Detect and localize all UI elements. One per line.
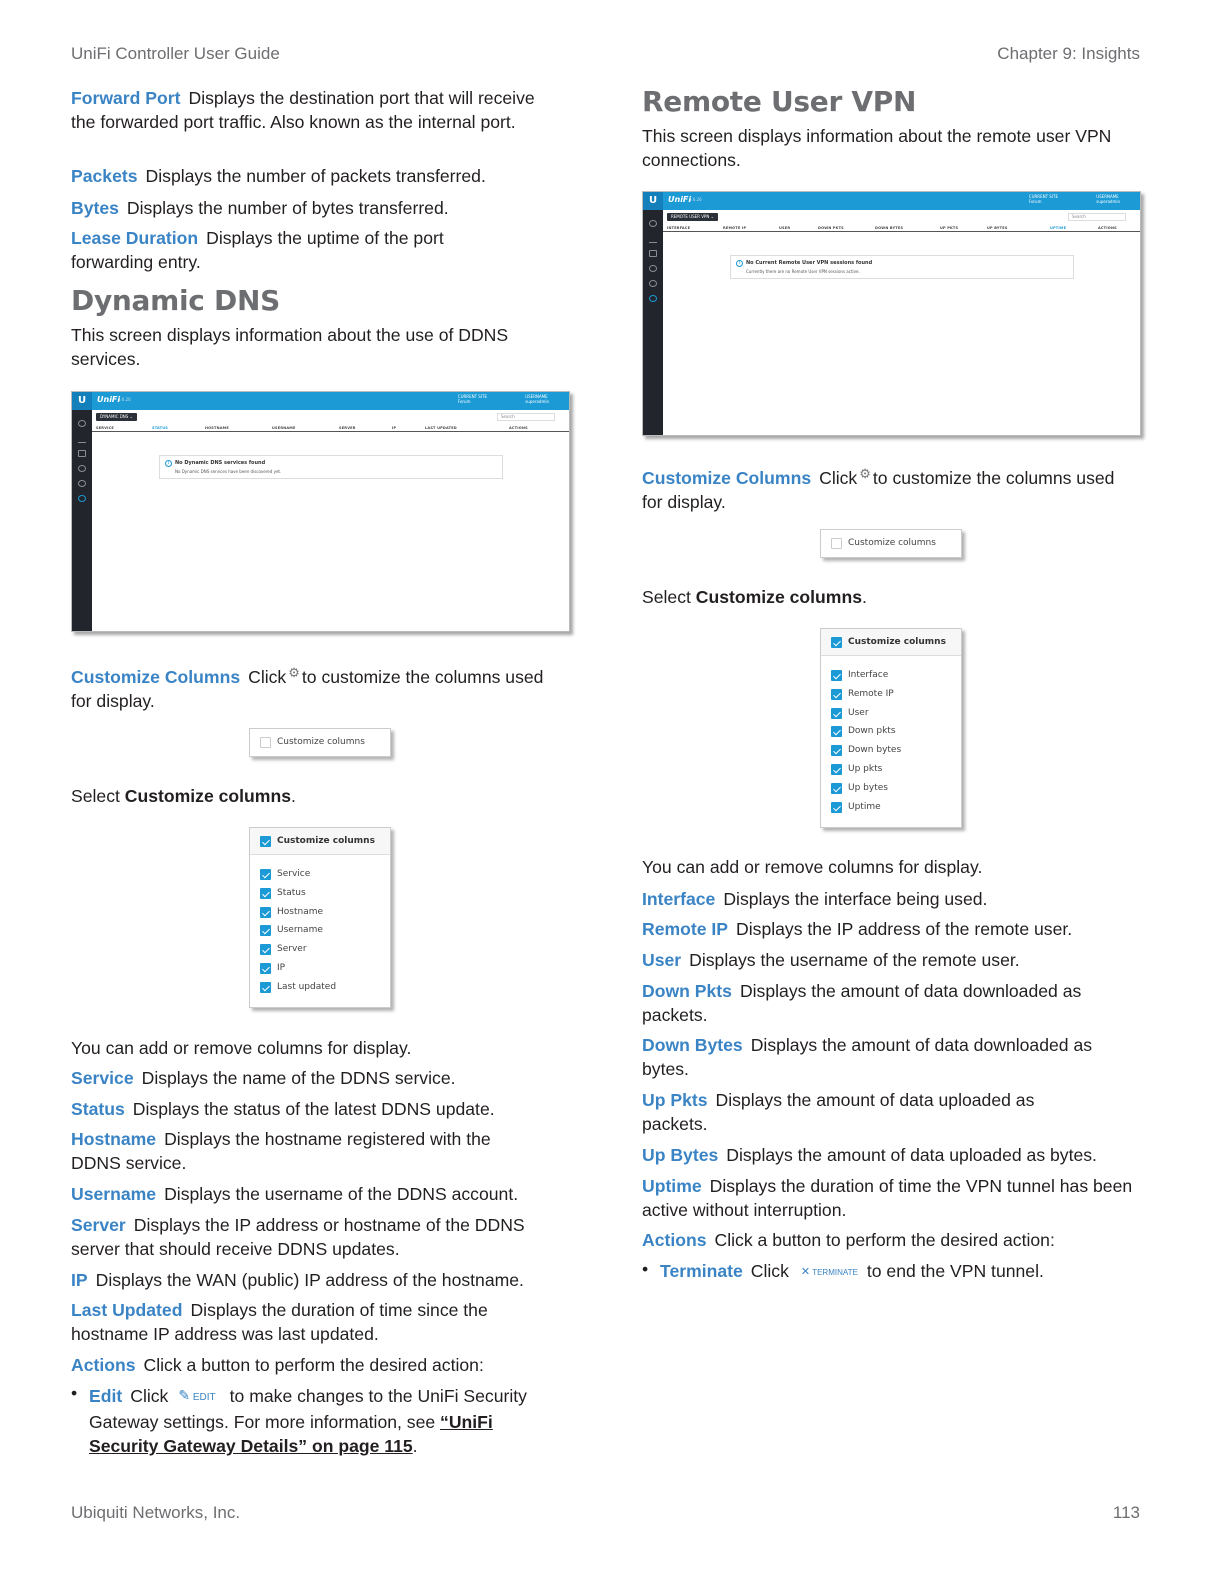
- column-option[interactable]: Hostname: [277, 906, 324, 917]
- statistics-icon[interactable]: [78, 436, 86, 443]
- unifi-brand: UniFi: [668, 195, 692, 204]
- text: Select: [642, 587, 691, 607]
- section-intro: This screen displays information about the remote user VPN connections.: [642, 126, 1112, 170]
- version: 5.6.26: [689, 197, 702, 202]
- column-header[interactable]: SERVER: [339, 426, 356, 430]
- column-option[interactable]: Uptime: [848, 801, 881, 812]
- definition-text: Displays the name of the DDNS service.: [141, 1068, 456, 1088]
- definition-term: Username: [71, 1184, 157, 1204]
- text-bold: Customize columns: [695, 587, 862, 607]
- text: Select: [71, 786, 120, 806]
- clients-icon[interactable]: [649, 280, 657, 287]
- column-header[interactable]: UP BYTES: [987, 226, 1008, 230]
- username[interactable]: [1096, 194, 1120, 204]
- page-number: 113: [1112, 1503, 1140, 1522]
- customize-columns-button[interactable]: [820, 529, 962, 558]
- checkbox-checked[interactable]: [260, 888, 271, 899]
- definition-term: Uptime: [642, 1176, 702, 1196]
- bullet: •: [71, 1383, 78, 1403]
- customize-columns-checklist: [820, 628, 962, 828]
- column-header[interactable]: LAST UPDATED: [425, 426, 457, 430]
- definition-text: Displays the username of the DDNS account.: [164, 1184, 519, 1204]
- definition-text: Displays the amount of data uploaded as packets.: [642, 1090, 1035, 1134]
- search-input[interactable]: Search: [1068, 213, 1126, 221]
- definition-term: Bytes: [71, 198, 119, 218]
- definition-text: Displays the destination port that will receive the forwarded port traffic. Also known as the internal port.: [71, 88, 535, 132]
- definition-text: Displays the hostname registered with the DDNS service.: [71, 1129, 491, 1173]
- version: 5.6.26: [118, 397, 131, 402]
- checkbox-checked[interactable]: [831, 708, 842, 719]
- checkbox-checked[interactable]: [831, 764, 842, 775]
- definition-term: Lease Duration: [71, 228, 199, 248]
- definition-term: Remote IP: [642, 919, 729, 939]
- bullet: •: [642, 1259, 649, 1279]
- current-site[interactable]: [458, 394, 487, 404]
- checkbox-unchecked[interactable]: [831, 538, 842, 549]
- customize-columns-definition: [642, 462, 1132, 514]
- customize-columns-definition: [71, 661, 561, 713]
- unifi-brand: UniFi: [97, 395, 121, 404]
- definition: [642, 1174, 1142, 1222]
- column-option[interactable]: Last updated: [277, 981, 337, 992]
- map-icon[interactable]: [78, 450, 86, 457]
- top-bar: [643, 192, 1140, 210]
- column-header[interactable]: INTERFACE: [667, 226, 691, 230]
- empty-text: No Dynamic DNS services have been discovered yet.: [175, 469, 282, 474]
- definition-text: Displays the duration of time the VPN tunnel has been active without interruption.: [642, 1176, 1133, 1220]
- checkbox-checked[interactable]: [831, 637, 842, 648]
- add-remove-text: You can add or remove columns for display.: [71, 1038, 412, 1058]
- definition: [642, 1033, 1142, 1081]
- checkbox-unchecked[interactable]: [260, 737, 271, 748]
- edit-bullet: [89, 1383, 559, 1458]
- cross-reference-link[interactable]: “UniFi Security Gateway Details” on page 115: [89, 1412, 493, 1456]
- column-option[interactable]: Service: [277, 869, 311, 879]
- ubiquiti-logo: U: [643, 192, 663, 210]
- definition-text: Click a button to perform the desired action:: [714, 1230, 1055, 1250]
- column-header[interactable]: UP PKTS: [940, 226, 959, 230]
- definition-text: Click: [248, 667, 287, 687]
- remote-user-vpn-screenshot: [642, 191, 1141, 436]
- definition: [642, 887, 1137, 911]
- definition: [71, 226, 511, 274]
- definition-term: Customize Columns: [71, 667, 241, 687]
- checkbox-checked[interactable]: [831, 745, 842, 756]
- table-header: [663, 225, 1140, 232]
- definition: [71, 164, 571, 188]
- column-header[interactable]: HOSTNAME: [205, 426, 229, 430]
- empty-state: [730, 255, 1074, 279]
- definition: [71, 86, 541, 134]
- column-header[interactable]: DOWN BYTES: [875, 226, 904, 230]
- definition-term: Actions: [71, 1355, 136, 1375]
- definition-term: Up Bytes: [642, 1145, 719, 1165]
- customize-columns-checklist: [249, 827, 391, 1008]
- user-value: superadmin: [525, 399, 549, 404]
- definition-term: Status: [71, 1099, 125, 1119]
- statistics-icon[interactable]: [649, 236, 657, 243]
- definition-term: IP: [71, 1270, 88, 1290]
- definition: [71, 196, 571, 220]
- button-label: Customize columns: [277, 737, 365, 747]
- checkbox-checked[interactable]: [260, 982, 271, 993]
- definition: [71, 1127, 541, 1175]
- pencil-icon: ✎: [178, 1387, 191, 1403]
- empty-title: No Dynamic DNS services found: [175, 460, 266, 466]
- definition-term: User: [642, 950, 682, 970]
- user-value: superadmin: [1096, 199, 1120, 204]
- definition-text: Displays the interface being used.: [723, 889, 988, 909]
- text: to end the VPN tunnel.: [866, 1261, 1044, 1281]
- text: .: [412, 1436, 418, 1456]
- definition: [642, 1228, 1137, 1252]
- column-option[interactable]: Interface: [848, 670, 889, 680]
- page-dropdown[interactable]: REMOTE USER VPN ⌄: [667, 213, 718, 221]
- definition-text: Displays the amount of data downloaded as packets.: [642, 981, 1082, 1025]
- definition-text: Displays the uptime of the port forwarding entry.: [71, 228, 444, 272]
- column-option[interactable]: Server: [277, 944, 307, 955]
- definition-text: Displays the WAN (public) IP address of the hostname.: [95, 1270, 524, 1290]
- definition-text: Displays the number of bytes transferred.: [126, 198, 449, 218]
- column-header[interactable]: ACTIONS: [1098, 226, 1117, 230]
- checkbox-checked[interactable]: [831, 689, 842, 700]
- column-header[interactable]: USER: [779, 226, 791, 230]
- definition-text: to customize the columns used for display.: [71, 667, 544, 711]
- definition-text: Displays the amount of data uploaded as bytes.: [726, 1145, 1097, 1165]
- definition: [71, 1097, 566, 1121]
- definition-text: Displays the amount of data downloaded as bytes.: [642, 1035, 1093, 1079]
- checkbox-checked[interactable]: [260, 944, 271, 955]
- current-site[interactable]: [1029, 194, 1058, 204]
- column-header[interactable]: SERVICE: [96, 426, 114, 430]
- definition-text: Displays the IP address or hostname of the DDNS server that should receive DDNS updates.: [71, 1215, 525, 1259]
- column-header[interactable]: UPTIME: [1050, 226, 1067, 230]
- edit-button-label: EDIT: [192, 1392, 216, 1403]
- definition: [642, 979, 1132, 1027]
- definition: [642, 948, 1137, 972]
- section-title-remote-user-vpn: Remote User VPN: [642, 85, 917, 118]
- column-option[interactable]: IP: [277, 963, 286, 973]
- running-header-title: UniFi Controller User Guide: [71, 44, 280, 63]
- section-intro: This screen displays information about the use of DDNS services.: [71, 325, 509, 369]
- user-label: USERNAME: [525, 394, 548, 399]
- checklist-header: [250, 828, 390, 855]
- column-option[interactable]: Remote IP: [848, 688, 894, 699]
- definition: [71, 1298, 541, 1346]
- definition-text: Displays the username of the remote user.: [689, 950, 1020, 970]
- definition-text: to customize the columns used for display.: [642, 468, 1115, 512]
- empty-text: Currently there are no Remote User VPN sessions active.: [746, 269, 860, 274]
- definition-term: Packets: [71, 166, 138, 186]
- checkbox-checked[interactable]: [260, 869, 271, 880]
- checkbox-checked[interactable]: [831, 783, 842, 794]
- definition-term: Edit: [89, 1386, 123, 1406]
- insights-icon[interactable]: [649, 295, 657, 302]
- definition-text: Displays the status of the latest DDNS update.: [132, 1099, 495, 1119]
- dropdown-label: DYNAMIC DNS: [100, 414, 129, 419]
- checklist-header-label: Customize columns: [848, 637, 946, 647]
- user-label: USERNAME: [1096, 194, 1119, 199]
- text: .: [290, 786, 296, 806]
- site-label: CURRENT SITE: [457, 394, 487, 399]
- table-header: [92, 425, 569, 432]
- info-icon: i: [736, 260, 743, 267]
- column-header[interactable]: IP: [392, 426, 397, 430]
- column-header[interactable]: DOWN PKTS: [818, 226, 844, 230]
- running-header-chapter: Chapter 9: Insights: [997, 44, 1140, 63]
- footer-company: Ubiquiti Networks, Inc.: [71, 1503, 241, 1522]
- definition: [71, 1353, 566, 1377]
- map-icon[interactable]: [649, 250, 657, 257]
- site-label: CURRENT SITE: [1028, 194, 1058, 199]
- definition-term: Service: [71, 1068, 134, 1088]
- column-option[interactable]: Username: [277, 925, 323, 936]
- button-label: Customize columns: [848, 538, 936, 548]
- definition-term: Server: [71, 1215, 126, 1235]
- disconnect-icon: ✕: [800, 1266, 811, 1278]
- sidebar: [643, 210, 663, 435]
- terminate-button-label: TERMINATE: [812, 1268, 858, 1277]
- checkbox-checked[interactable]: [260, 925, 271, 936]
- column-option[interactable]: Up pkts: [848, 764, 883, 774]
- checkbox-checked[interactable]: [831, 670, 842, 681]
- top-bar: [72, 392, 569, 410]
- checkbox-checked[interactable]: [260, 836, 271, 847]
- definition-term: Up Pkts: [642, 1090, 708, 1110]
- page-dropdown[interactable]: DYNAMIC DNS ⌄: [96, 413, 137, 421]
- definition-term: Actions: [642, 1230, 707, 1250]
- definition-term: Hostname: [71, 1129, 157, 1149]
- text-bold: Customize columns: [124, 786, 291, 806]
- definition-text: Displays the number of packets transferred.: [145, 166, 486, 186]
- section-title-dynamic-dns: Dynamic DNS: [71, 284, 280, 317]
- column-header[interactable]: USERNAME: [272, 426, 296, 430]
- username[interactable]: [525, 394, 549, 404]
- definition: [642, 1088, 1082, 1136]
- select-instruction: [71, 784, 571, 808]
- clients-icon[interactable]: [78, 480, 86, 487]
- column-header[interactable]: REMOTE IP: [723, 226, 747, 230]
- sidebar: [72, 410, 92, 631]
- checklist-header-label: Customize columns: [277, 836, 375, 846]
- definition-term: Last Updated: [71, 1300, 183, 1320]
- definition-term: Customize Columns: [642, 468, 812, 488]
- column-header[interactable]: STATUS: [152, 426, 169, 430]
- site-value: Forum: [1028, 199, 1042, 204]
- checkbox-checked[interactable]: [260, 907, 271, 918]
- terminate-bullet: [660, 1259, 1130, 1285]
- text: Click: [750, 1261, 789, 1281]
- definition-text: Click a button to perform the desired action:: [143, 1355, 484, 1375]
- definition: [642, 1143, 1142, 1167]
- column-option[interactable]: Down pkts: [848, 726, 896, 737]
- definition-term: Interface: [642, 889, 716, 909]
- checkbox-checked[interactable]: [831, 802, 842, 813]
- text: to make changes to the UniFi Security Gateway settings. For more information, see: [89, 1386, 527, 1432]
- column-option[interactable]: User: [848, 707, 869, 718]
- definition: [71, 1268, 571, 1292]
- definition: [71, 1213, 566, 1261]
- customize-columns-button[interactable]: [249, 728, 391, 757]
- definition-text: Displays the IP address of the remote user.: [736, 919, 1073, 939]
- checklist-header: [821, 629, 961, 656]
- add-remove-text: You can add or remove columns for display.: [642, 857, 983, 877]
- definition-term: Down Bytes: [642, 1035, 743, 1055]
- checkbox-checked[interactable]: [831, 726, 842, 737]
- definition: [642, 917, 1137, 941]
- dropdown-label: REMOTE USER VPN: [671, 214, 710, 219]
- site-value: Forum: [457, 399, 471, 404]
- edit-button[interactable]: [178, 1383, 215, 1410]
- definition: [71, 1066, 566, 1090]
- dynamic-dns-screenshot: [71, 391, 570, 632]
- definition-text: Displays the duration of time since the hostname IP address was last updated.: [71, 1300, 488, 1344]
- select-instruction: [642, 585, 1142, 609]
- column-header[interactable]: ACTIONS: [509, 426, 528, 430]
- devices-icon[interactable]: [649, 265, 657, 272]
- definition-term: Down Pkts: [642, 981, 732, 1001]
- definition-text: Click: [819, 468, 858, 488]
- text: .: [861, 587, 867, 607]
- info-icon: i: [165, 460, 172, 467]
- column-option[interactable]: Status: [277, 887, 306, 898]
- definition: [71, 1182, 566, 1206]
- search-input[interactable]: Search: [497, 413, 555, 421]
- empty-title: No Current Remote User VPN sessions found: [746, 260, 873, 266]
- terminate-button[interactable]: [801, 1260, 858, 1285]
- insights-icon[interactable]: [78, 495, 86, 502]
- ubiquiti-logo: U: [72, 392, 92, 410]
- definition-term: Terminate: [660, 1261, 743, 1281]
- column-option[interactable]: Up bytes: [848, 782, 888, 793]
- empty-state: [159, 455, 503, 479]
- gear-icon: ⚙: [859, 466, 871, 481]
- dashboard-icon[interactable]: [649, 220, 657, 227]
- devices-icon[interactable]: [78, 465, 86, 472]
- definition-term: Forward Port: [71, 88, 181, 108]
- gear-icon: ⚙: [288, 665, 300, 680]
- text: Click: [130, 1386, 169, 1406]
- checkbox-checked[interactable]: [260, 963, 271, 974]
- column-option[interactable]: Down bytes: [848, 745, 902, 756]
- dashboard-icon[interactable]: [78, 420, 86, 427]
